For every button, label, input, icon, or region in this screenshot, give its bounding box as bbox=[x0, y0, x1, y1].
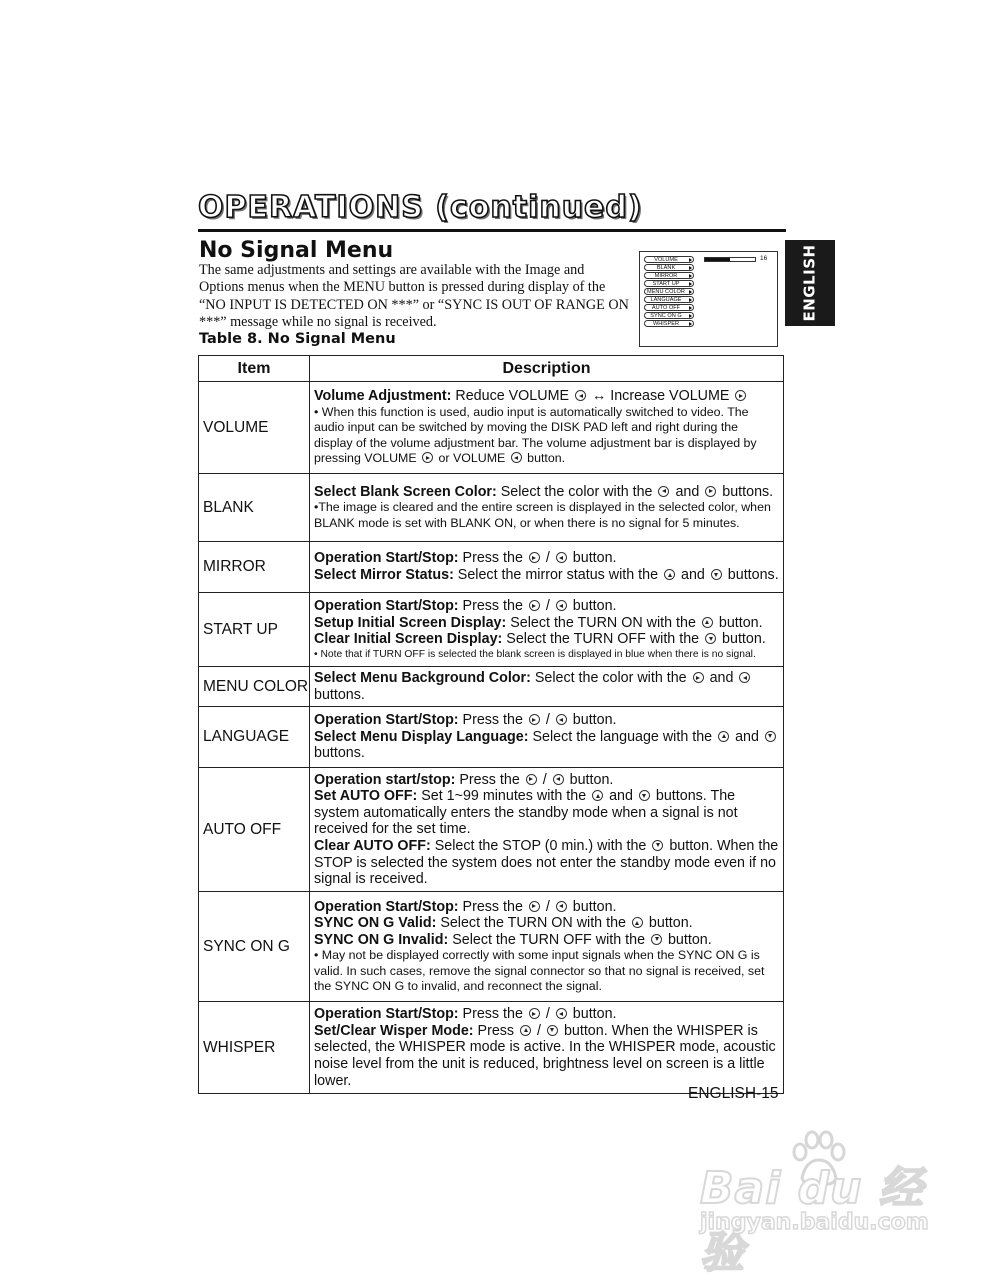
row-item-label: MENU COLOR bbox=[199, 667, 310, 707]
desc-bold: Clear AUTO OFF: bbox=[314, 837, 431, 854]
desc-text: and bbox=[677, 567, 709, 583]
up-button-icon bbox=[632, 917, 643, 928]
down-button-icon bbox=[547, 1025, 558, 1036]
row-item-label: MIRROR bbox=[199, 542, 310, 593]
table-header-row bbox=[199, 356, 784, 382]
desc-text: Select the TURN ON with the bbox=[436, 915, 630, 932]
desc-text: button. bbox=[664, 931, 712, 948]
osd-volume-bar-fill bbox=[705, 258, 730, 261]
up-button-icon bbox=[664, 569, 675, 580]
desc-bold: Operation start/stop: bbox=[314, 771, 456, 788]
desc-text: button. bbox=[718, 631, 766, 648]
desc-text: Select the TURN OFF with the bbox=[502, 631, 704, 648]
desc-text: Press the bbox=[458, 712, 527, 729]
table-row-auto-off bbox=[199, 768, 784, 892]
desc-note: • May not be displayed correctly with some input signals when the SYNC ON G is valid. In such cases, remove the signal connector so that no signal is received, set the SYNC ON G to invalid, and reconnect the signal. bbox=[314, 948, 765, 994]
desc-text: buttons. bbox=[314, 745, 365, 762]
table-row-language bbox=[199, 707, 784, 768]
desc-bold: SYNC ON G Invalid: bbox=[314, 931, 449, 948]
desc-text: and bbox=[605, 788, 637, 805]
desc-text: Select the TURN ON with the bbox=[506, 614, 700, 631]
down-button-icon bbox=[765, 731, 776, 742]
desc-text: and bbox=[705, 670, 738, 686]
title-rule bbox=[198, 229, 786, 232]
right-button-icon bbox=[529, 901, 540, 912]
desc-text: Select the mirror status with the bbox=[453, 567, 663, 583]
row-item-label: BLANK bbox=[199, 474, 310, 542]
desc-text: Press the bbox=[455, 771, 524, 788]
desc-bold: Operation Start/Stop: bbox=[314, 712, 459, 729]
desc-bold: Select Menu Display Language: bbox=[314, 728, 529, 745]
desc-bold: Select Menu Background Color: bbox=[314, 670, 531, 686]
down-button-icon bbox=[711, 569, 722, 580]
desc-text: button. bbox=[644, 915, 693, 932]
row-item-label: SYNC ON G bbox=[199, 892, 310, 1002]
desc-text: / bbox=[541, 1006, 554, 1023]
osd-item-menu-color: MENU COLOR bbox=[644, 288, 694, 295]
desc-text: / bbox=[541, 598, 554, 615]
desc-text: button. bbox=[568, 598, 617, 615]
table-row-volume bbox=[199, 382, 784, 474]
up-button-icon bbox=[520, 1025, 531, 1036]
left-button-icon bbox=[556, 901, 567, 912]
left-button-icon bbox=[556, 714, 567, 725]
desc-text: and bbox=[731, 728, 763, 745]
row-item-label: WHISPER bbox=[199, 1002, 310, 1094]
table-row-mirror bbox=[199, 542, 784, 593]
left-button-icon bbox=[511, 452, 522, 463]
desc-bold: Clear Initial Screen Display: bbox=[314, 631, 503, 648]
intro-paragraph: The same adjustments and settings are available with the Image and Options menus when the MENU button is pressed during display of the “NO INPUT IS DETECTED ON ***” or “SYNC IS OUT OF RANGE ON ***” message while no signal is received. bbox=[199, 262, 629, 330]
left-button-icon bbox=[575, 390, 586, 401]
desc-note: or VOLUME bbox=[435, 451, 509, 466]
right-button-icon bbox=[529, 600, 540, 611]
right-button-icon bbox=[735, 390, 746, 401]
desc-text: / bbox=[533, 1022, 545, 1039]
right-button-icon bbox=[526, 774, 537, 785]
desc-text: Press the bbox=[458, 598, 527, 615]
language-tab-label: ENGLISH bbox=[801, 244, 820, 322]
osd-volume-value: 16 bbox=[760, 255, 768, 262]
baidu-watermark bbox=[700, 1130, 940, 1278]
desc-bold: SYNC ON G Valid: bbox=[314, 915, 437, 932]
desc-note: •The image is cleared and the entire screen is displayed in the selected color, when BLANK mode is set with BLANK ON, or when there is no signal for 5 minutes. bbox=[314, 500, 771, 530]
up-button-icon bbox=[592, 790, 603, 801]
desc-bold: Operation Start/Stop: bbox=[314, 550, 459, 567]
down-button-icon bbox=[639, 790, 650, 801]
desc-bold: Set/Clear Wisper Mode: bbox=[314, 1022, 474, 1039]
row-item-label: LANGUAGE bbox=[199, 707, 310, 768]
left-button-icon bbox=[556, 552, 567, 563]
desc-bold: Setup Initial Screen Display: bbox=[314, 614, 507, 631]
desc-text: / bbox=[541, 898, 554, 915]
desc-text: Select the language with the bbox=[528, 728, 717, 745]
osd-item-language: LANGUAGE bbox=[644, 296, 694, 303]
row-item-label: START UP bbox=[199, 593, 310, 667]
osd-item-sync-on-g: SYNC ON G bbox=[644, 312, 694, 319]
desc-note: • Note that if TURN OFF is selected the blank screen is displayed in blue when there is no signal. bbox=[314, 648, 756, 660]
left-button-icon bbox=[658, 486, 669, 497]
desc-note: button. bbox=[523, 451, 566, 466]
osd-item-whisper: WHISPER bbox=[644, 320, 694, 327]
down-button-icon bbox=[705, 633, 716, 644]
watermark-url: jingyan.baidu.com bbox=[700, 1210, 929, 1235]
desc-bold: Select Blank Screen Color: bbox=[314, 483, 497, 500]
left-button-icon bbox=[556, 600, 567, 611]
section-title: OPERATIONS (continued) bbox=[198, 190, 643, 225]
up-button-icon bbox=[702, 617, 713, 628]
row-description bbox=[310, 707, 784, 768]
desc-text: Press bbox=[473, 1022, 519, 1039]
header-item: Item bbox=[199, 356, 310, 382]
right-button-icon bbox=[422, 452, 433, 463]
right-button-icon bbox=[693, 672, 704, 683]
row-description bbox=[310, 768, 784, 892]
down-button-icon bbox=[651, 934, 662, 945]
page-number: ENGLISH-15 bbox=[688, 1085, 779, 1102]
table-caption: Table 8. No Signal Menu bbox=[199, 331, 396, 347]
left-button-icon bbox=[556, 1008, 567, 1019]
right-button-icon bbox=[529, 1008, 540, 1019]
desc-text: / bbox=[541, 712, 554, 729]
row-description bbox=[310, 667, 784, 707]
desc-text: button. When the STOP is selected the system does not enter the standby mode even if no signal is received. bbox=[314, 837, 779, 888]
no-signal-menu-table bbox=[198, 355, 784, 1094]
desc-text: button. bbox=[568, 1006, 617, 1023]
osd-item-blank: BLANK bbox=[644, 264, 694, 271]
desc-text: Select the color with the bbox=[530, 670, 691, 686]
page-heading: No Signal Menu bbox=[199, 238, 394, 263]
desc-bold: Operation Start/Stop: bbox=[314, 898, 459, 915]
desc-text: Press the bbox=[458, 550, 527, 567]
desc-text: Set 1~99 minutes with the bbox=[417, 788, 591, 805]
right-button-icon bbox=[529, 714, 540, 725]
desc-text: Select the STOP (0 min.) with the bbox=[430, 837, 651, 854]
row-description bbox=[310, 382, 784, 474]
desc-text: button. bbox=[565, 771, 614, 788]
row-description bbox=[310, 1002, 784, 1094]
row-item-label: VOLUME bbox=[199, 382, 310, 474]
desc-text: buttons. bbox=[314, 686, 365, 703]
desc-text: ↔ Increase VOLUME bbox=[588, 388, 734, 405]
row-description bbox=[310, 593, 784, 667]
table-row-sync-on-g bbox=[199, 892, 784, 1002]
desc-text: Select the color with the bbox=[496, 483, 657, 500]
desc-bold: Set AUTO OFF: bbox=[314, 788, 418, 805]
desc-bold: Operation Start/Stop: bbox=[314, 598, 459, 615]
row-description bbox=[310, 474, 784, 542]
desc-text: button. bbox=[568, 898, 617, 915]
table-row-whisper bbox=[199, 1002, 784, 1094]
desc-bold: Operation Start/Stop: bbox=[314, 1006, 459, 1023]
osd-item-volume: VOLUME bbox=[644, 256, 694, 263]
desc-text: buttons. bbox=[718, 483, 774, 500]
table-row-start-up bbox=[199, 593, 784, 667]
right-button-icon bbox=[529, 552, 540, 563]
row-description bbox=[310, 542, 784, 593]
left-button-icon bbox=[553, 774, 564, 785]
desc-text: Select the TURN OFF with the bbox=[448, 931, 649, 948]
desc-text: Press the bbox=[458, 898, 527, 915]
desc-text: button. bbox=[568, 550, 617, 567]
osd-item-mirror: MIRROR bbox=[644, 272, 694, 279]
osd-item-start-up: START UP bbox=[644, 280, 694, 287]
row-item-label: AUTO OFF bbox=[199, 768, 310, 892]
table-row-blank bbox=[199, 474, 784, 542]
desc-text: button. When the WHISPER is selected, the WHISPER mode is active. In the WHISPER mode, acoustic noise level from the unit is reduced, brightness level on screen is a little lower. bbox=[314, 1022, 776, 1089]
desc-text: / bbox=[541, 550, 554, 567]
desc-text: / bbox=[538, 771, 551, 788]
desc-text: button. bbox=[568, 712, 617, 729]
desc-bold: Volume Adjustment: bbox=[314, 388, 452, 405]
watermark-logo-text: Bai du 经验 bbox=[700, 1163, 924, 1278]
table-row-menu-color bbox=[199, 667, 784, 707]
desc-text: and bbox=[671, 483, 704, 500]
desc-text: buttons. bbox=[723, 567, 779, 583]
header-description: Description bbox=[310, 356, 784, 382]
desc-bold: Select Mirror Status: bbox=[314, 567, 454, 583]
osd-volume-bar bbox=[704, 257, 756, 262]
language-tab bbox=[785, 240, 835, 326]
up-button-icon bbox=[718, 731, 729, 742]
desc-text: buttons. The system automatically enters the standby mode when a signal is not received for the set time. bbox=[314, 788, 738, 838]
desc-text: Press the bbox=[458, 1006, 527, 1023]
desc-text: Reduce VOLUME bbox=[451, 388, 573, 405]
osd-item-auto-off: AUTO OFF bbox=[644, 304, 694, 311]
left-button-icon bbox=[739, 672, 750, 683]
osd-menu-preview bbox=[639, 251, 778, 347]
down-button-icon bbox=[652, 840, 663, 851]
right-button-icon bbox=[705, 486, 716, 497]
row-description bbox=[310, 892, 784, 1002]
desc-text: button. bbox=[714, 614, 763, 631]
desc-note: • When this function is used, audio input is automatically switched to video. The audio input can be switched by moving the DISK PAD left and right during the display of the volume adjustment bar. The volume adjustment bar is displayed by pressing VOLUME bbox=[314, 404, 757, 466]
